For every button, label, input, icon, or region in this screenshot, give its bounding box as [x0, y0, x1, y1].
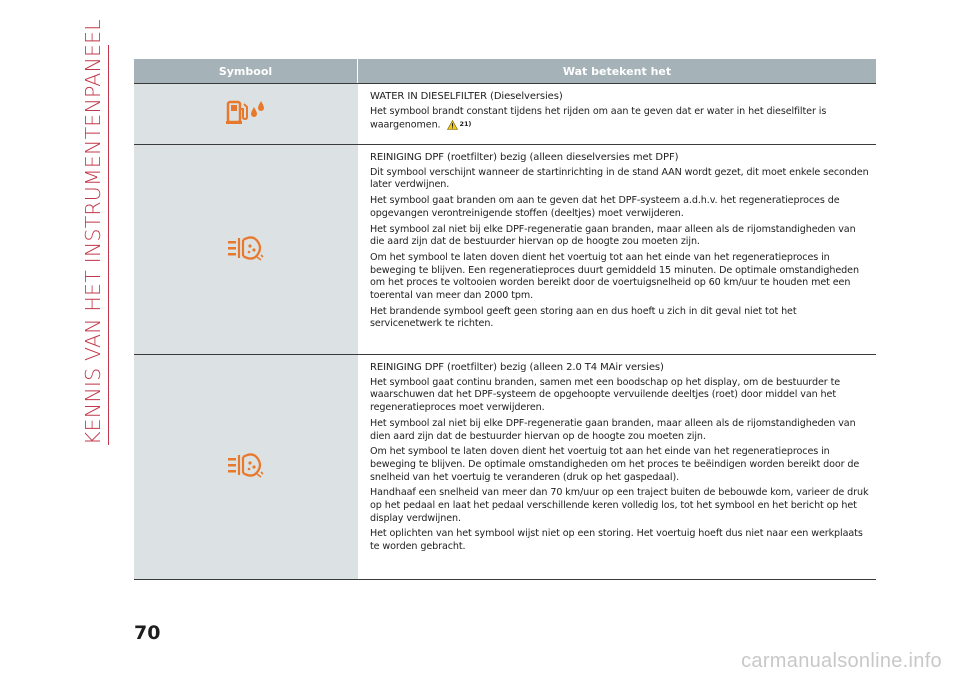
header-symbol: Symbool — [218, 64, 273, 78]
warning-triangle-icon — [447, 120, 458, 130]
description-cell — [358, 145, 876, 354]
table-row — [134, 83, 876, 145]
symbol-cell — [134, 355, 358, 579]
description-cell — [358, 84, 876, 144]
row-title: REINIGING DPF (roetfilter) bezig (alleen 2.0 T4 MAir versies) — [370, 362, 664, 373]
symbol-cell — [134, 84, 358, 144]
table-row — [134, 145, 876, 355]
row-paragraph: Het symbool zal niet bij elke DPF-regeneratie gaan branden, maar alleen als de rijomstandigheden van die aard zijn dat de bestuurder hiervan op de hoogte zou moeten zijn. — [370, 223, 856, 248]
row-paragraph: Het symbool zal niet bij elke DPF-regeneratie gaan branden, maar alleen als de rijomstandigheden van dien aard zijn dat de bestuurder hiervan op de hoogte zou moeten zijn. — [370, 417, 856, 442]
side-section-title: KENNIS VAN HET INSTRUMENTENPANEEL — [81, 19, 105, 445]
row-paragraph: Het symbool brandt constant tijdens het rijden om aan te geven dat er water in het dieselfilter is waargenomen. 21) — [370, 105, 827, 131]
table-header — [134, 59, 876, 83]
warning-reference: 21) — [447, 118, 472, 131]
water-in-fuel-icon — [226, 99, 266, 129]
dpf-regeneration-icon — [228, 452, 264, 482]
description-cell — [358, 355, 876, 579]
row-paragraph: Het symbool gaat branden om aan te geven dat het DPF-systeem a.d.h.v. het regeneratieproces de opgevangen verontreinigende stoffen (deeltjes) moet verwijderen. — [370, 195, 840, 219]
side-section-rule — [108, 45, 109, 445]
row-paragraph: Om het symbool te laten doven dient het voertuig tot aan het einde van het regeneratieproces in beweging te blijven. Een regeneratieproces duurt gemiddeld 15 minuten. De optimale omstandigheden om het proces te voltooien worden bereikt door de voertuigsnelheid op 60 km/uur te houden met een toerental van meer dan 2000 tpm. — [370, 251, 859, 302]
row-paragraph: Dit symbool verschijnt wanneer de startinrichting in de stand AAN wordt gezet, dit moet enkele seconden later verdwijnen. — [370, 166, 869, 191]
symbol-cell — [134, 145, 358, 354]
row-paragraph: Het oplichten van het symbool wijst niet op een storing. Het voertuig hoeft dus niet naar een werkplaats te worden gebracht. — [370, 528, 863, 553]
row-paragraph: Het symbool gaat continu branden, samen met een boodschap op het display, om de bestuurder te waarschuwen dat het DPF-systeem de opgehoopte vervuilende deeltjes (roet) door middel van het regeneratieproces moet verwijderen. — [370, 376, 841, 414]
watermark: carmanualsonline.info — [741, 650, 942, 672]
symbol-table — [134, 59, 876, 580]
row-title: REINIGING DPF (roetfilter) bezig (alleen dieselversies met DPF) — [370, 152, 679, 163]
row-paragraph: Het brandende symbool geeft geen storing aan en dus hoeft u zich in dit geval niet tot het servicenetwerk te richten. — [370, 305, 797, 330]
row-title: WATER IN DIESELFILTER (Dieselversies) — [370, 91, 563, 102]
table-row — [134, 355, 876, 580]
dpf-regeneration-icon — [228, 235, 264, 265]
row-paragraph: Om het symbool te laten doven dient het voertuig tot aan het einde van het regeneratieproces in beweging te blijven. De optimale omstandigheden om het proces te beëindigen worden bereikt door de snelheid van het voertuig te veranderen (druk op het gaspedaal). — [370, 446, 860, 483]
header-meaning: Wat betekent het — [357, 59, 876, 83]
row-paragraph: Handhaaf een snelheid van meer dan 70 km/uur op een traject buiten de bebouwde kom, varieer de druk op het pedaal en laat het pedaal verschillende keren volledig los, tot het symbool en het bericht op het display verdwijnen. — [370, 487, 869, 524]
page-number: 70 — [134, 622, 161, 644]
